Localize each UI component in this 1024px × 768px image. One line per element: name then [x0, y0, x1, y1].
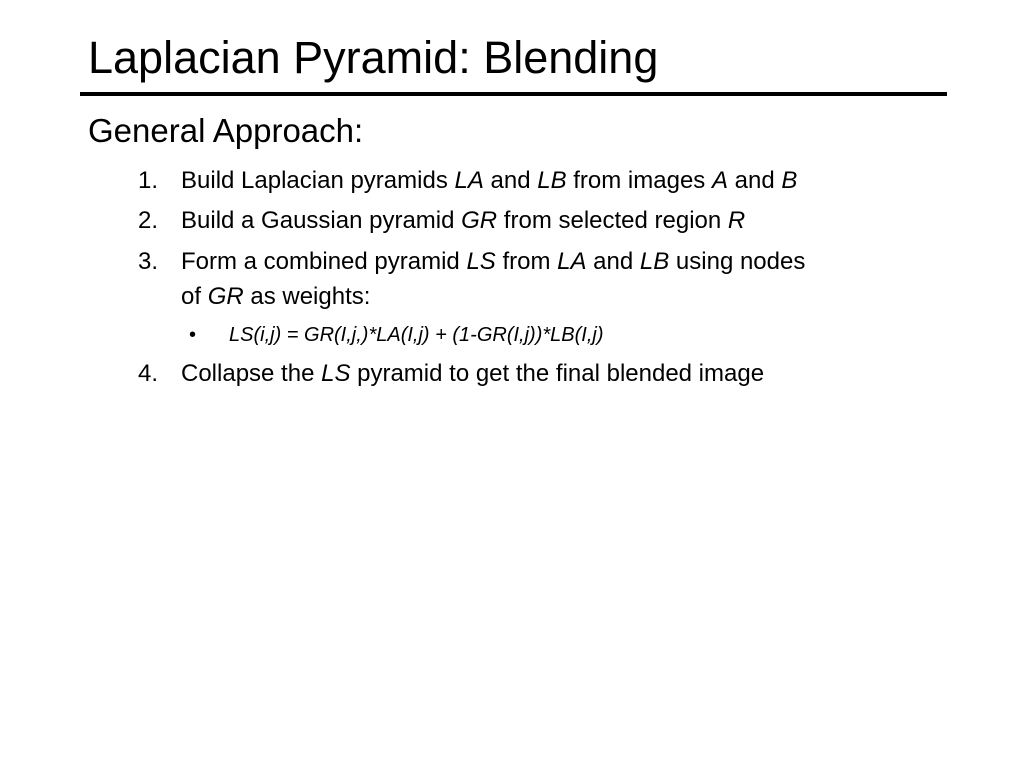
list-item-number: 1. — [138, 167, 159, 194]
blend-formula: LS(i,j) = GR(I,j,)*LA(I,j) + (1-GR(I,j))*LB(I,j) — [229, 324, 604, 346]
bullet-marker: • — [189, 324, 197, 346]
list-item-number: 3. — [138, 248, 159, 275]
list-item-text: Collapse the LS pyramid to get the final blended image — [181, 360, 765, 387]
list-item-number: 2. — [138, 207, 159, 234]
title-underline — [80, 92, 947, 96]
list-item-text: Form a combined pyramid LS from LA and LB using nodes — [181, 248, 806, 275]
slide-title: Laplacian Pyramid: Blending — [88, 32, 659, 83]
section-heading: General Approach: — [88, 112, 364, 149]
list-item-text: of GR as weights: — [181, 283, 371, 310]
list-item-number: 4. — [138, 360, 159, 387]
list-item-text: Build Laplacian pyramids LA and LB from images A and B — [181, 167, 798, 194]
list-item-text: Build a Gaussian pyramid GR from selected region R — [181, 207, 746, 234]
